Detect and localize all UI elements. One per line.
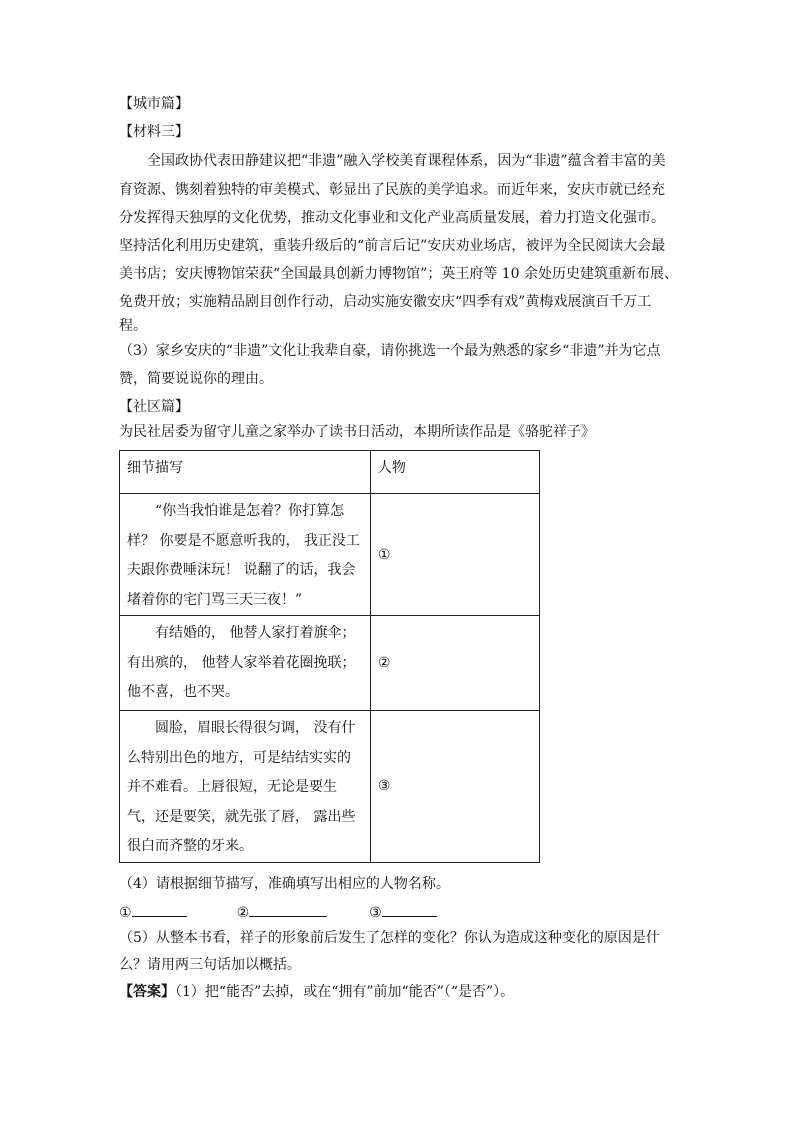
- table-row: [120, 616, 540, 711]
- blank-label: ②: [236, 905, 250, 921]
- person-cell: [370, 494, 539, 616]
- material-paragraph-line: 育资源、镌刻着独特的审美模式、彰显出了民族的美学追求。而近年来，安庆市就已经充: [119, 182, 665, 198]
- material-paragraph-line: 分发挥得天独厚的文化优势，推动文化事业和文化产业高质量发展，着力打造文化强市。: [119, 210, 665, 226]
- person-cell: [370, 616, 539, 711]
- answer-marker: ①: [377, 546, 391, 563]
- material-paragraph-line: 免费开放；实施精品剧目创作行动，启动实施安徽安庆“四季有戏”黄梅戏展演百千万工: [119, 294, 652, 310]
- section-heading-community: 【社区篇】: [119, 399, 189, 415]
- material-paragraph-line: 坚持活化利用历史建筑，重装升级后的“前言后记”安庆劝业场店，被评为全民阅读大会最: [119, 238, 666, 254]
- answer-text: （1）把“能否”去掉，或在“拥有”前加“能否”（“是否”）。: [175, 984, 515, 1000]
- answer-line: [119, 982, 679, 1002]
- detail-text: “你当我怕谁是怎着？你打算怎样？ 你要是不愿意听我的， 我正没工夫跟你费唾沫玩！ 说翻了的话，我会堵着你的宅门骂三天三夜！”: [127, 503, 360, 608]
- question-4: （4）请根据细节描写，准确填写出相应的人物名称。: [119, 876, 450, 892]
- detail-table: [119, 450, 540, 863]
- question-5-line: 么？请用两三句话加以概括。: [119, 957, 301, 973]
- answer-label: 【答案】: [119, 984, 175, 1000]
- detail-text: 圆脸，眉眼长得很匀调， 没有什么特别出色的地方，可是结结实实的并不难看。上唇很短，无论是要生气，还是要笑，就先张了唇， 露出些很白而齐整的牙来。: [127, 720, 356, 854]
- detail-cell: [120, 711, 371, 863]
- detail-text: 有结婚的， 他替人家打着旗伞；有出殡的， 他替人家举着花圈挽联；他不喜，也不哭。: [127, 625, 356, 700]
- material-paragraph-line: 全国政协代表田静建议把“非遗”融入学校美育课程体系，因为“非遗”蕴含着丰富的美: [147, 153, 666, 169]
- detail-cell: [120, 616, 371, 711]
- table-header-row: [120, 451, 540, 494]
- answer-marker: ②: [377, 655, 391, 671]
- answer-blank-2[interactable]: [249, 901, 327, 917]
- question-5-line: （5）从整本书看，祥子的形象前后发生了怎样的变化？你认为造成这种变化的原因是什: [119, 930, 660, 946]
- community-intro: 为民社居委为留守儿童之家举办了读书日活动，本期所读作品是《骆驼祥子》: [119, 424, 595, 440]
- answer-marker: ③: [377, 778, 391, 795]
- material-paragraph-line: 程。: [119, 318, 147, 334]
- section-heading-city: 【城市篇】: [119, 96, 189, 112]
- blank-label: ①: [119, 905, 132, 921]
- material-paragraph-line: 美书店；安庆博物馆荣获“全国最具创新力博物馆”；英王府等 10 余处历史建筑重新布展、: [119, 266, 679, 282]
- blank-label: ③: [369, 905, 382, 921]
- material-heading: 【材料三】: [119, 124, 189, 140]
- detail-cell: [120, 494, 371, 616]
- question-3-line: 赞，简要说说你的理由。: [119, 371, 273, 387]
- fill-in-blanks: [119, 901, 679, 923]
- question-3-line: （3）家乡安庆的“非遗”文化让我辈自豪，请你挑选一个最为熟悉的家乡“非遗”并为它点: [119, 343, 661, 359]
- table-row: [120, 711, 540, 863]
- table-row: [120, 494, 540, 616]
- answer-blank-1[interactable]: [132, 901, 187, 917]
- header-person: 人物: [370, 451, 539, 494]
- person-cell: [370, 711, 539, 863]
- answer-blank-3[interactable]: [382, 901, 437, 917]
- header-detail: 细节描写: [120, 451, 371, 494]
